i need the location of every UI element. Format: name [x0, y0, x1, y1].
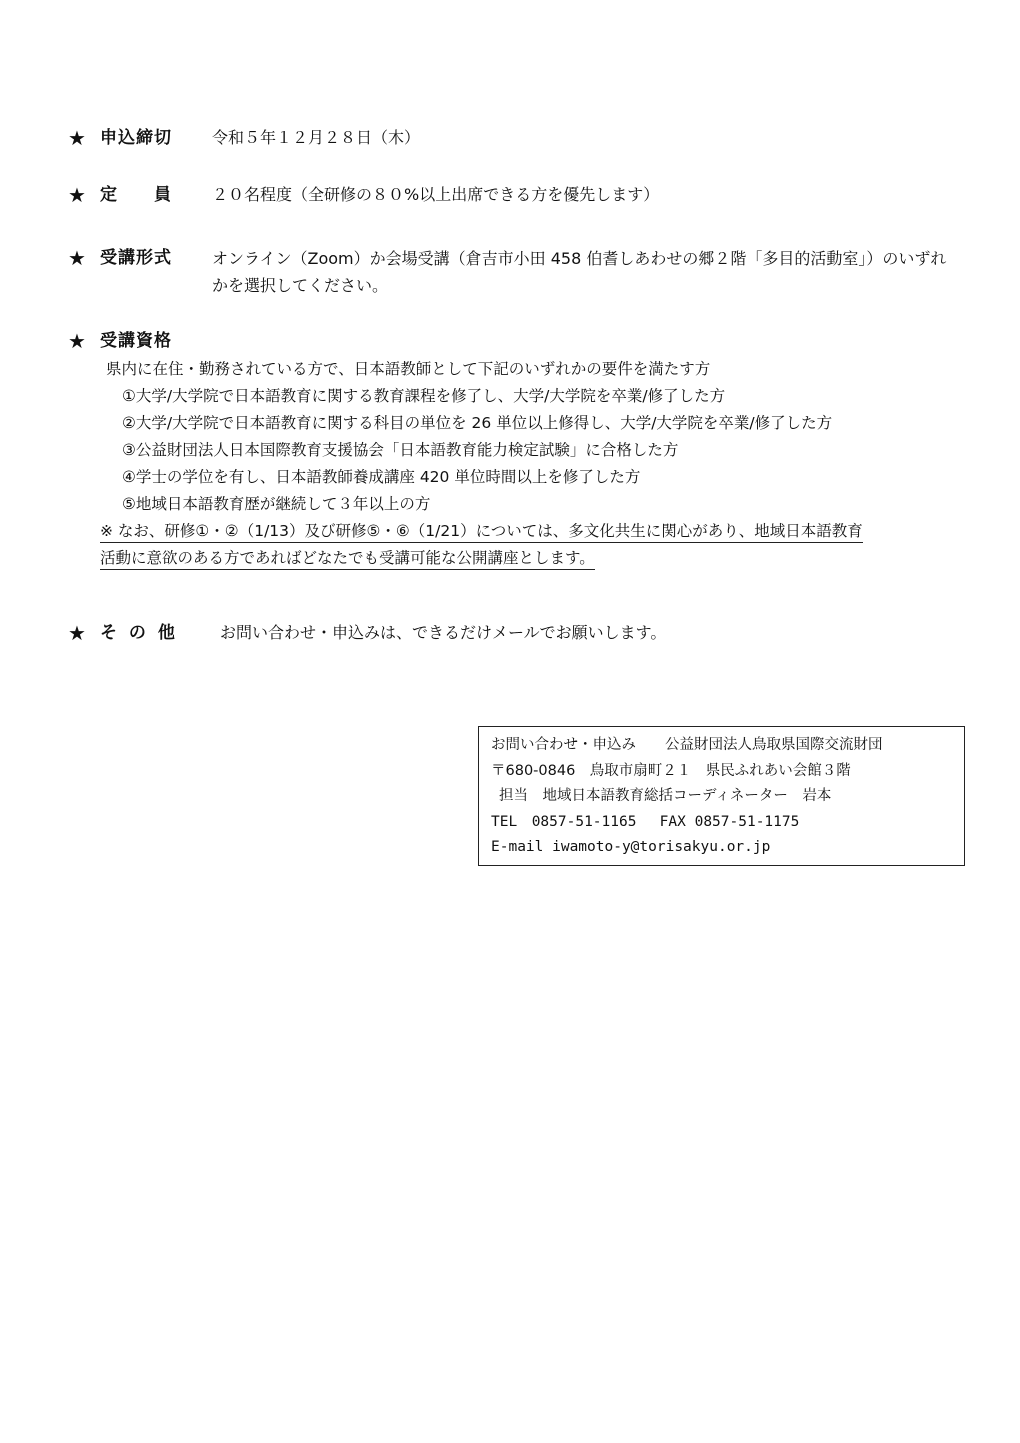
qualification-item: ⑤地域日本語教育歴が継続して３年以上の方 [122, 495, 431, 513]
star-icon: ★ [68, 246, 86, 270]
star-icon: ★ [68, 329, 86, 353]
deadline-value: 令和５年１２月２８日（木） [212, 128, 421, 147]
contact-person: 担当 地域日本語教育総括コーディネーター 岩本 [499, 788, 832, 804]
contact-email[interactable]: E-mail iwamoto-y@torisakyu.or.jp [491, 839, 771, 855]
format-value: オンライン（Zoom）か会場受講（倉吉市小田 458 伯耆しあわせの郷２階「多目的活動室」）のいずれかを選択してください。 [212, 249, 947, 295]
contact-address: 〒680-0846 鳥取市扇町２１ 県民ふれあい会館３階 [491, 762, 851, 779]
note-text: ※ なお、研修①・②（1/13）及び研修⑤・⑥（1/21）については、多文化共生に関心があり、地域日本語教育 [100, 522, 863, 543]
contact-phone: TEL 0857-51-1165 FAX 0857-51-1175 [491, 813, 800, 830]
qualification-item: ②大学/大学院で日本語教育に関する科目の単位を 26 単位以上修得し、大学/大学院を卒業/修了した方 [122, 414, 833, 432]
contact-box [478, 726, 965, 866]
note-text: 活動に意欲のある方であればどなたでも受講可能な公開講座とします。 [100, 549, 595, 570]
qualification-item: ①大学/大学院で日本語教育に関する教育課程を修了し、大学/大学院を卒業/修了した方 [122, 387, 726, 405]
qualification-item: ④学士の学位を有し、日本語教師養成講座 420 単位時間以上を修了した方 [122, 468, 641, 486]
capacity-label: 定 員 [100, 185, 172, 205]
star-icon: ★ [68, 126, 86, 150]
note-line [100, 518, 863, 544]
format-label: 受講形式 [100, 248, 172, 268]
deadline-label: 申込締切 [100, 128, 172, 148]
other-value: お問い合わせ・申込みは、できるだけメールでお願いします。 [220, 623, 667, 642]
qualification-item: ③公益財団法人日本国際教育支援協会「日本語教育能力検定試験」に合格した方 [122, 441, 679, 459]
qualification-label: 受講資格 [100, 331, 172, 351]
star-icon: ★ [68, 621, 86, 645]
capacity-value: ２０名程度（全研修の８０%以上出席できる方を優先します） [212, 185, 660, 204]
note-line [100, 545, 595, 571]
star-icon: ★ [68, 183, 86, 207]
other-label: そ の 他 [100, 623, 178, 643]
qualification-intro: 県内に在住・勤務されている方で、日本語教師として下記のいずれかの要件を満たす方 [106, 360, 711, 378]
contact-header: お問い合わせ・申込み 公益財団法人鳥取県国際交流財団 [491, 737, 883, 753]
